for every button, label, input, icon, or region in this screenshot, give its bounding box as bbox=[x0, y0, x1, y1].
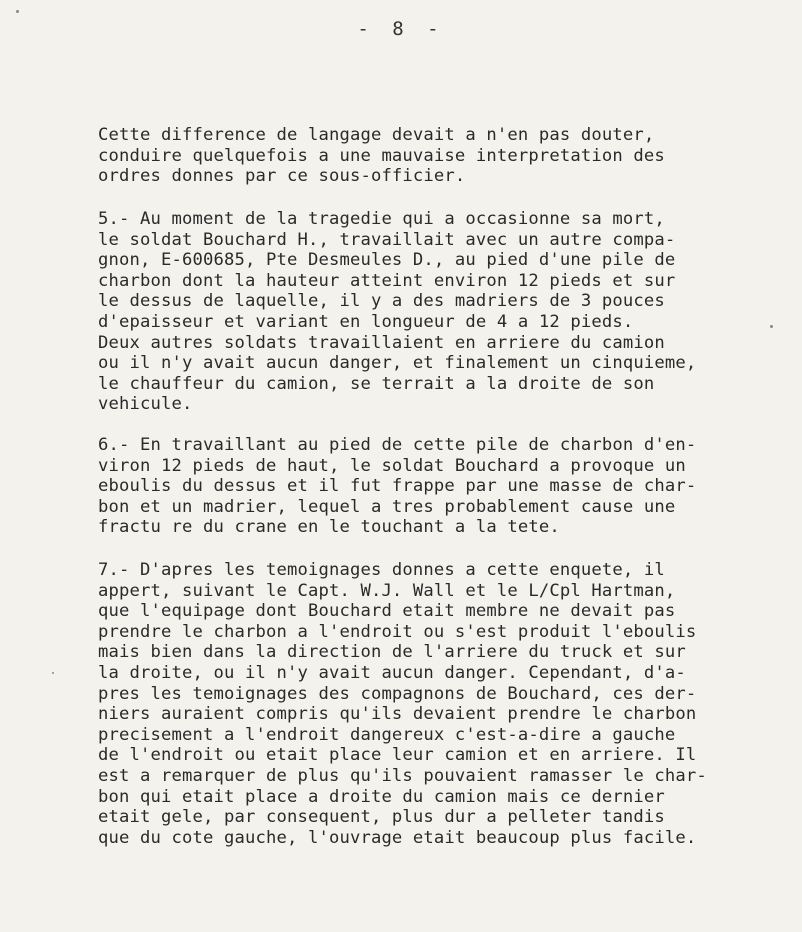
text-line: la droite, ou il n'y avait aucun danger. Cependant, d'a- bbox=[98, 662, 686, 683]
text-line: charbon dont la hauteur atteint environ 12 pieds et sur bbox=[98, 270, 676, 291]
text-line: est a remarquer de plus qu'ils pouvaient ramasser le char- bbox=[98, 765, 707, 786]
paragraph-7 bbox=[98, 560, 798, 848]
text-line: le chauffeur du camion, se terrait a la droite de son bbox=[98, 373, 655, 394]
text-line: 6.- En travaillant au pied de cette pile de charbon d'en- bbox=[98, 435, 697, 455]
text-line: niers auraient compris qu'ils devaient prendre le charbon bbox=[98, 704, 697, 725]
paragraph-6 bbox=[98, 435, 798, 538]
text-line: Cette difference de langage devait a n'en pas douter, bbox=[98, 125, 655, 145]
text-line: ordres donnes par ce sous-officier. bbox=[98, 166, 466, 187]
paragraph-5 bbox=[98, 209, 798, 415]
text-line: appert, suivant le Capt. W.J. Wall et le L/Cpl Hartman, bbox=[98, 580, 676, 601]
text-line: precisement a l'endroit dangereux c'est-a-dire a gauche bbox=[98, 724, 676, 745]
paper-speck bbox=[770, 325, 773, 328]
text-line: etait gele, par consequent, plus dur a pelleter tandis bbox=[98, 807, 665, 828]
text-line: bon et un madrier, lequel a tres probablement cause une bbox=[98, 496, 676, 517]
text-line: viron 12 pieds de haut, le soldat Bouchard a provoque un bbox=[98, 455, 686, 476]
text-line: que du cote gauche, l'ouvrage etait beaucoup plus facile. bbox=[98, 827, 697, 848]
text-line: mais bien dans la direction de l'arriere du truck et sur bbox=[98, 642, 686, 663]
text-line: le soldat Bouchard H., travaillait avec un autre compa- bbox=[98, 229, 676, 250]
text-line: 5.- Au moment de la tragedie qui a occasionne sa mort, bbox=[98, 209, 665, 229]
text-line: d'epaisseur et variant en longueur de 4 a 12 pieds. bbox=[98, 311, 634, 332]
text-line: de l'endroit ou etait place leur camion et en arriere. Il bbox=[98, 745, 697, 766]
text-line: bon qui etait place a droite du camion mais ce dernier bbox=[98, 786, 665, 807]
text-line: conduire quelquefois a une mauvaise interpretation des bbox=[98, 145, 665, 166]
page-number: - 8 - bbox=[357, 18, 445, 40]
text-line: pres les temoignages des compagnons de Bouchard, ces der- bbox=[98, 683, 697, 704]
paper-speck bbox=[52, 672, 54, 674]
text-line: 7.- D'apres les temoignages donnes a cette enquete, il bbox=[98, 560, 665, 580]
text-line: vehicule. bbox=[98, 394, 193, 415]
text-line: gnon, E-600685, Pte Desmeules D., au pied d'une pile de bbox=[98, 250, 676, 271]
text-line: ou il n'y avait aucun danger, et finalement un cinquieme, bbox=[98, 353, 697, 374]
paragraph-language-difference bbox=[98, 125, 798, 187]
text-line: eboulis du dessus et il fut frappe par une masse de char- bbox=[98, 476, 697, 497]
text-line: Deux autres soldats travaillaient en arriere du camion bbox=[98, 332, 665, 353]
text-line: le dessus de laquelle, il y a des madriers de 3 pouces bbox=[98, 291, 665, 312]
text-line: fractu re du crane en le touchant a la tete. bbox=[98, 517, 560, 538]
text-line: que l'equipage dont Bouchard etait membre ne devait pas bbox=[98, 601, 676, 622]
paper-speck bbox=[16, 10, 19, 13]
text-line: prendre le charbon a l'endroit ou s'est produit l'eboulis bbox=[98, 621, 697, 642]
